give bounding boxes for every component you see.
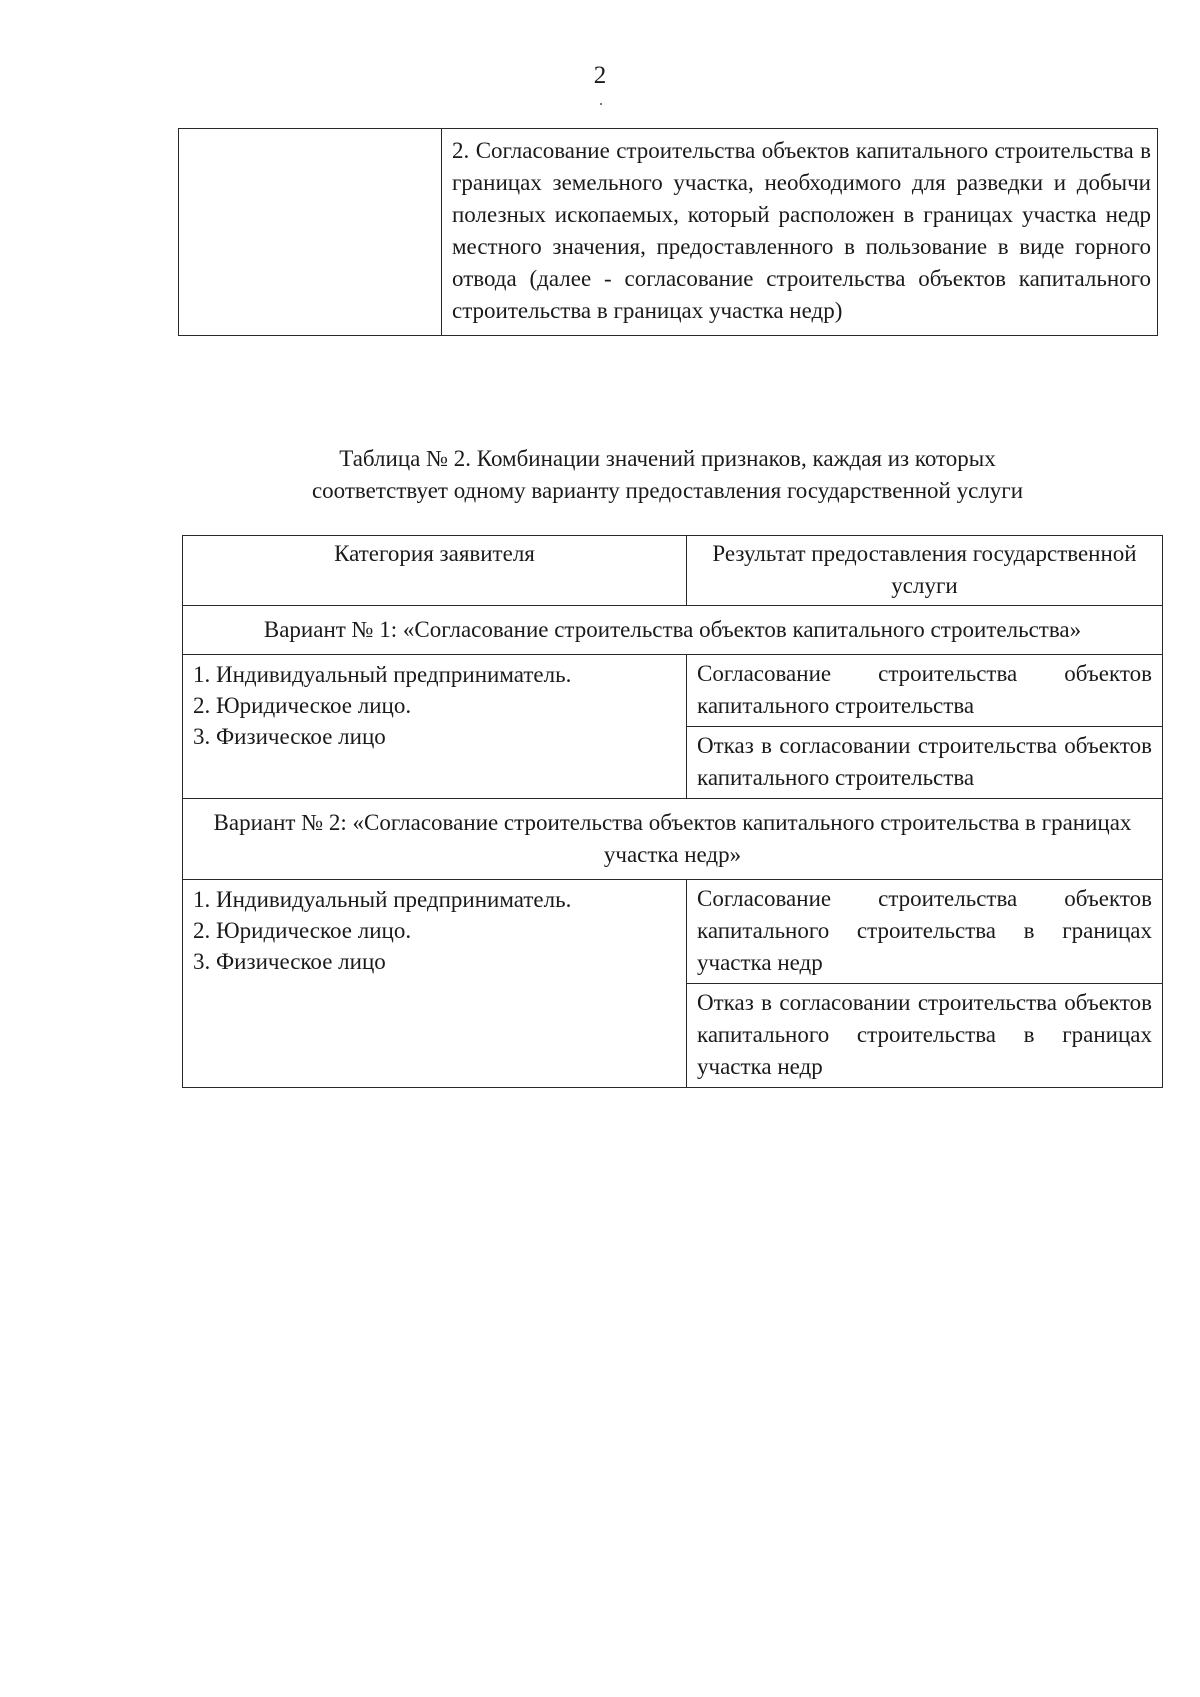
variant-2-title: Вариант № 2: «Согласование строительства объектов капитального строительства в границах участка недр» bbox=[183, 799, 1163, 880]
variant-2-categories bbox=[183, 880, 687, 1088]
table-2-caption bbox=[180, 443, 1155, 507]
table-row bbox=[179, 129, 1158, 336]
table-2 bbox=[182, 535, 1163, 1088]
scan-speck bbox=[600, 103, 602, 105]
variant-row bbox=[183, 606, 1163, 655]
page-number: 2 bbox=[593, 62, 607, 89]
table-header-row bbox=[183, 536, 1163, 606]
variant-2-result-approve: Согласование строительства объектов капитального строительства в границах участка недр bbox=[687, 880, 1163, 984]
header-category: Категория заявителя bbox=[183, 536, 687, 606]
table-1-text-cell: 2. Согласование строительства объектов капитального строительства в границах земельного участка, необходимого для разведки и добычи полезных ископаемых, который расположен в границах участка недр местного значения, предоставленного в пользование в виде горного отвода (далее - согласование строительства объектов капитального строительства в границах участка недр) bbox=[442, 129, 1158, 336]
variant-1-result-approve: Согласование строительства объектов капитального строительства bbox=[687, 655, 1163, 727]
variant-row bbox=[183, 799, 1163, 880]
table-1-empty-cell bbox=[179, 129, 442, 336]
caption-line-2: соответствует одному варианту предоставления государственной услуги bbox=[311, 478, 1024, 503]
variant-1-title: Вариант № 1: «Согласование строительства объектов капитального строительства» bbox=[183, 606, 1163, 655]
list-item: 2. Юридическое лицо. bbox=[193, 918, 412, 943]
list-item: 1. Индивидуальный предприниматель. bbox=[193, 887, 572, 912]
table-row bbox=[183, 655, 1163, 727]
caption-line-1: Таблица № 2. Комбинации значений признаков, каждая из которых bbox=[339, 446, 996, 471]
header-result: Результат предоставления государственной услуги bbox=[687, 536, 1163, 606]
list-item: 2. Юридическое лицо. bbox=[193, 693, 412, 718]
list-item: 3. Физическое лицо bbox=[193, 724, 386, 749]
list-item: 1. Индивидуальный предприниматель. bbox=[193, 662, 572, 687]
table-1-continuation bbox=[178, 128, 1158, 336]
list-item: 3. Физическое лицо bbox=[193, 949, 386, 974]
table-row bbox=[183, 880, 1163, 984]
variant-1-result-refuse: Отказ в согласовании строительства объектов капитального строительства bbox=[687, 727, 1163, 799]
variant-1-categories bbox=[183, 655, 687, 799]
variant-2-result-refuse: Отказ в согласовании строительства объектов капитального строительства в границах участка недр bbox=[687, 984, 1163, 1088]
